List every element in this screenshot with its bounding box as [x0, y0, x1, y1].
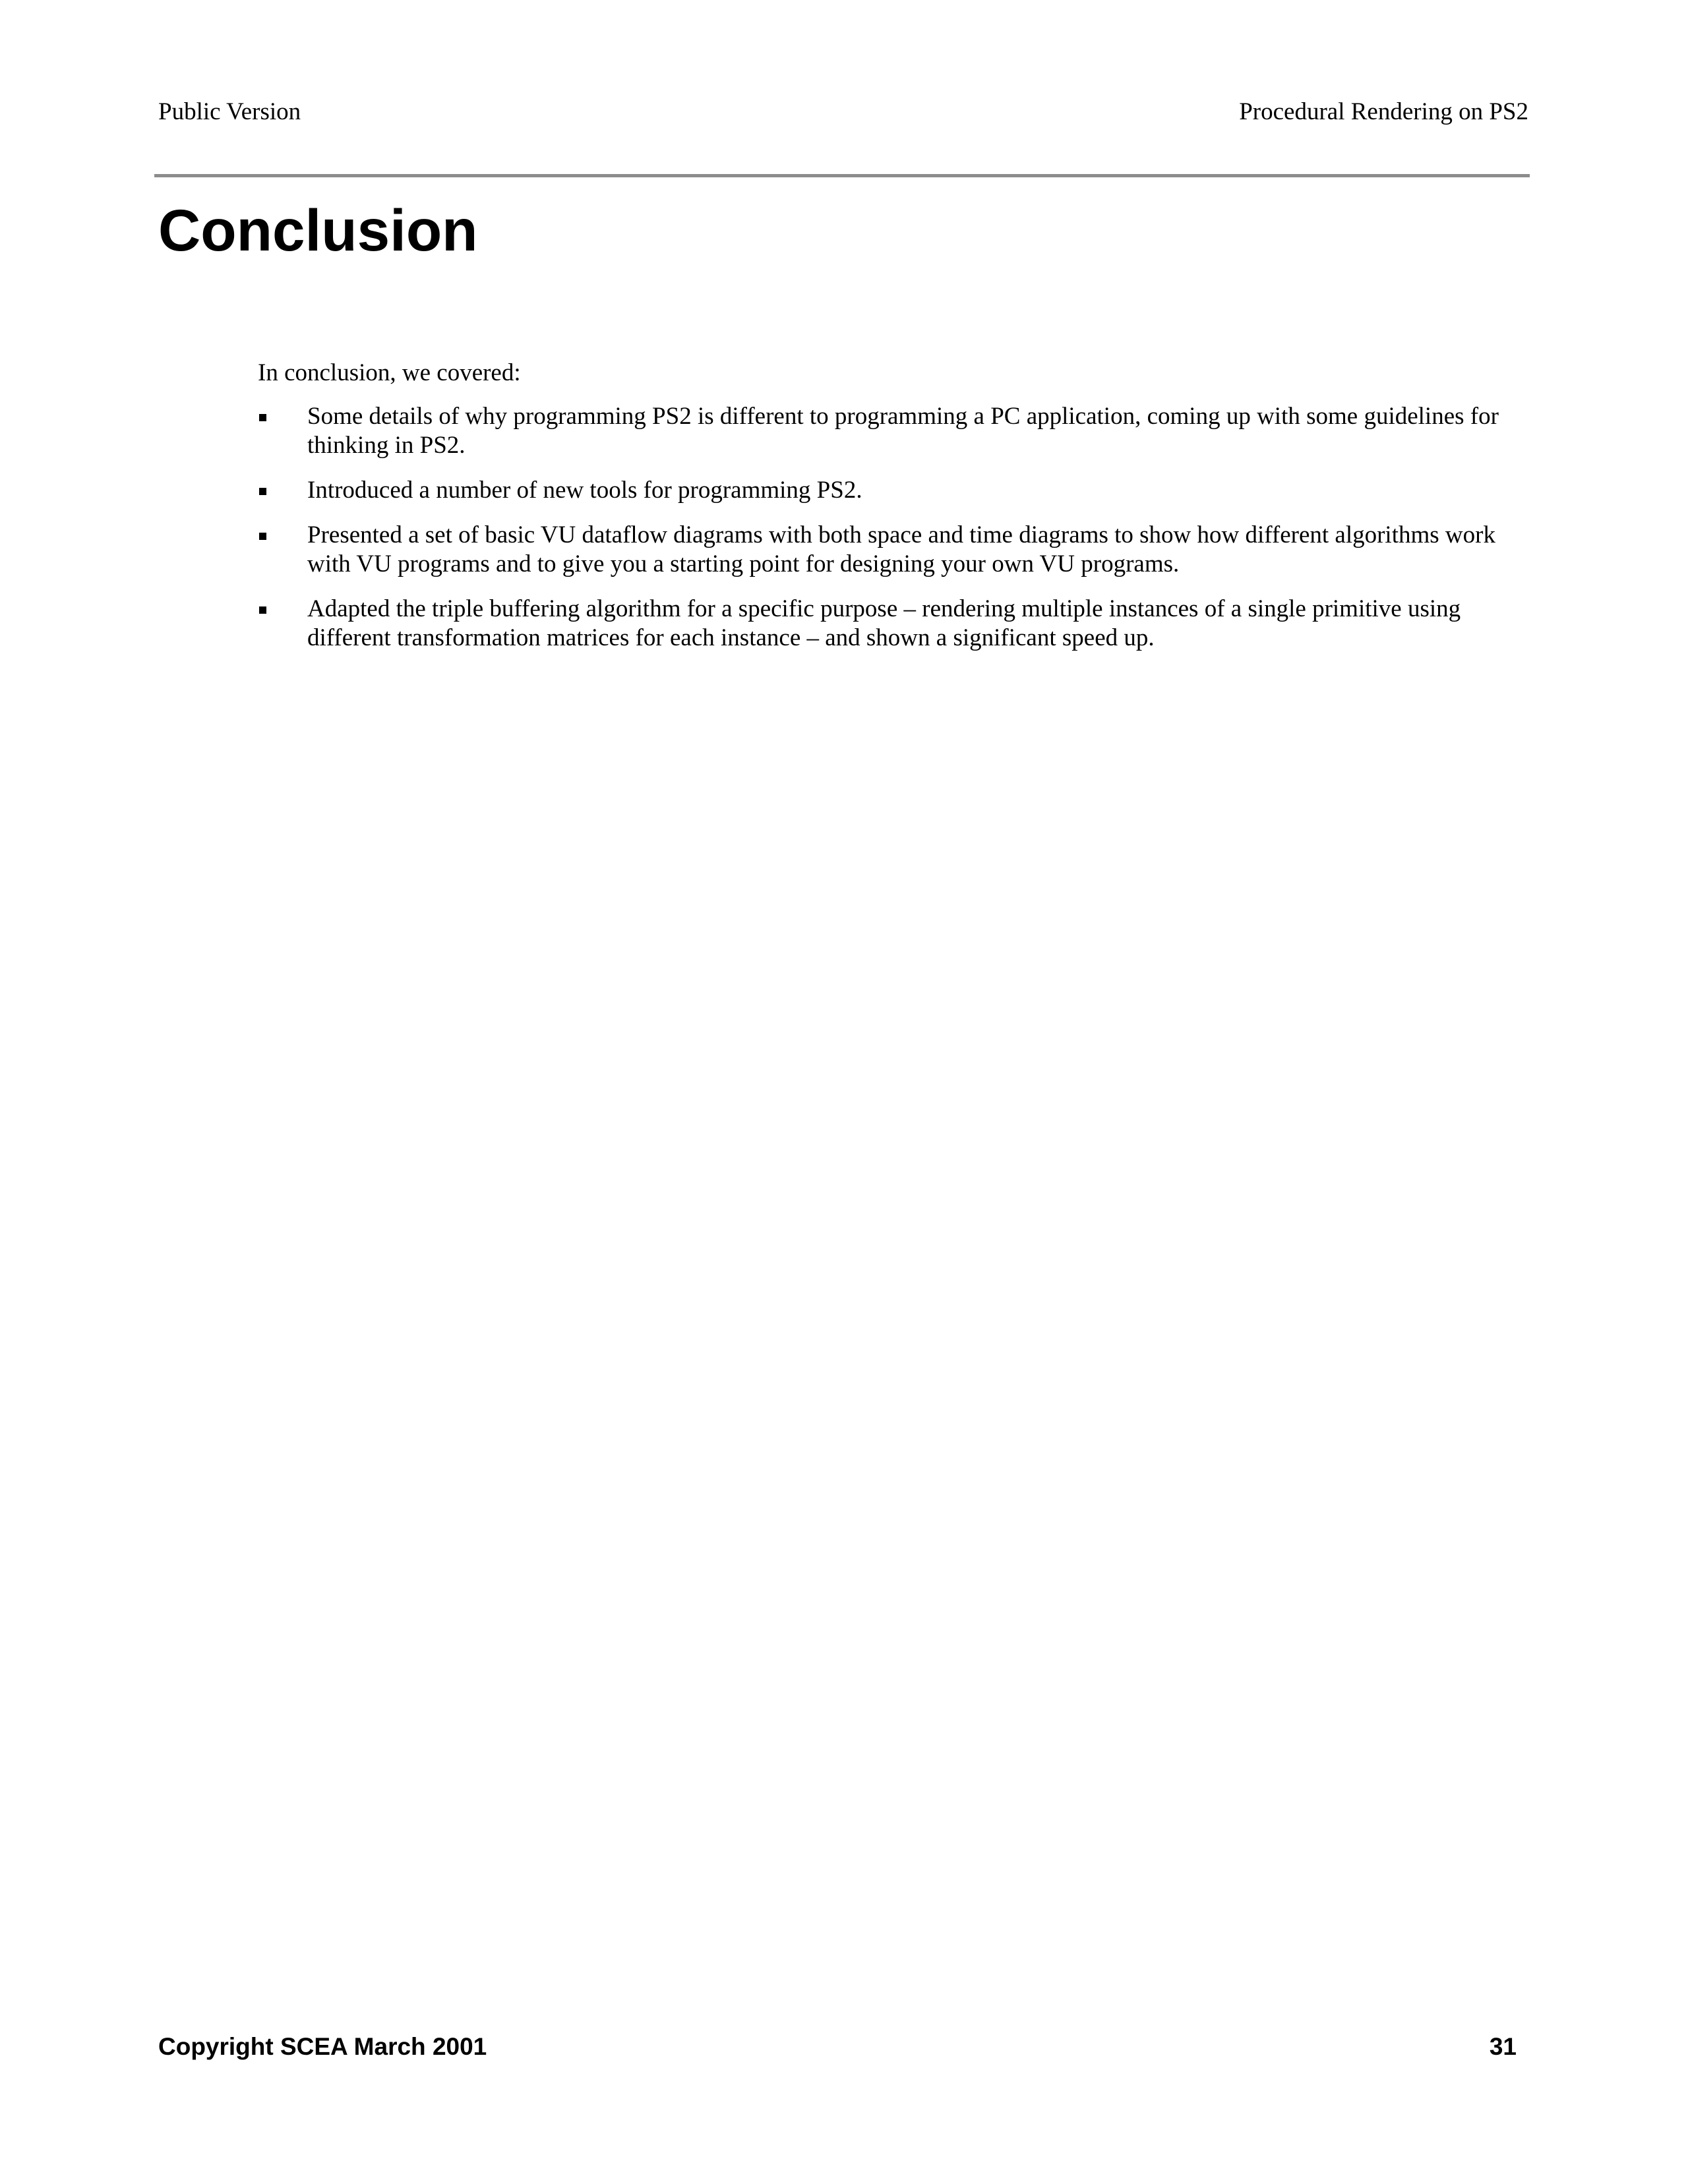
list-item-text: Presented a set of basic VU dataflow diagrams with both space and time diagrams to show how different algorithms work with VU programs and to give you a starting point for designing your own VU programs.: [307, 521, 1495, 577]
copyright-notice: Copyright SCEA March 2001: [158, 2033, 487, 2060]
square-bullet-icon: [259, 488, 266, 495]
header-document-status: Public Version: [158, 98, 301, 125]
page-number: 31: [1489, 2033, 1517, 2060]
page-header: [158, 96, 1528, 128]
square-bullet-icon: [259, 606, 266, 614]
section-title: Conclusion: [158, 197, 478, 263]
list-item: [258, 521, 1530, 579]
intro-paragraph: In conclusion, we covered:: [258, 359, 521, 386]
header-divider: [154, 174, 1530, 177]
square-bullet-icon: [259, 533, 266, 540]
list-item: [258, 402, 1530, 460]
list-item-text: Adapted the triple buffering algorithm for a specific purpose – rendering multiple instances of a single primitive using different transformation matrices for each instance – and shown a significant speed up.: [307, 595, 1461, 651]
list-item: [258, 476, 1530, 505]
conclusion-list: [258, 402, 1530, 668]
list-item-text: Some details of why programming PS2 is different to programming a PC application, coming up with some guidelines for thinking in PS2.: [307, 403, 1499, 459]
page-footer: [158, 2030, 1517, 2063]
header-document-title: Procedural Rendering on PS2: [1239, 98, 1528, 125]
list-item: [258, 595, 1530, 653]
list-item-text: Introduced a number of new tools for programming PS2.: [307, 477, 862, 504]
square-bullet-icon: [259, 414, 266, 421]
